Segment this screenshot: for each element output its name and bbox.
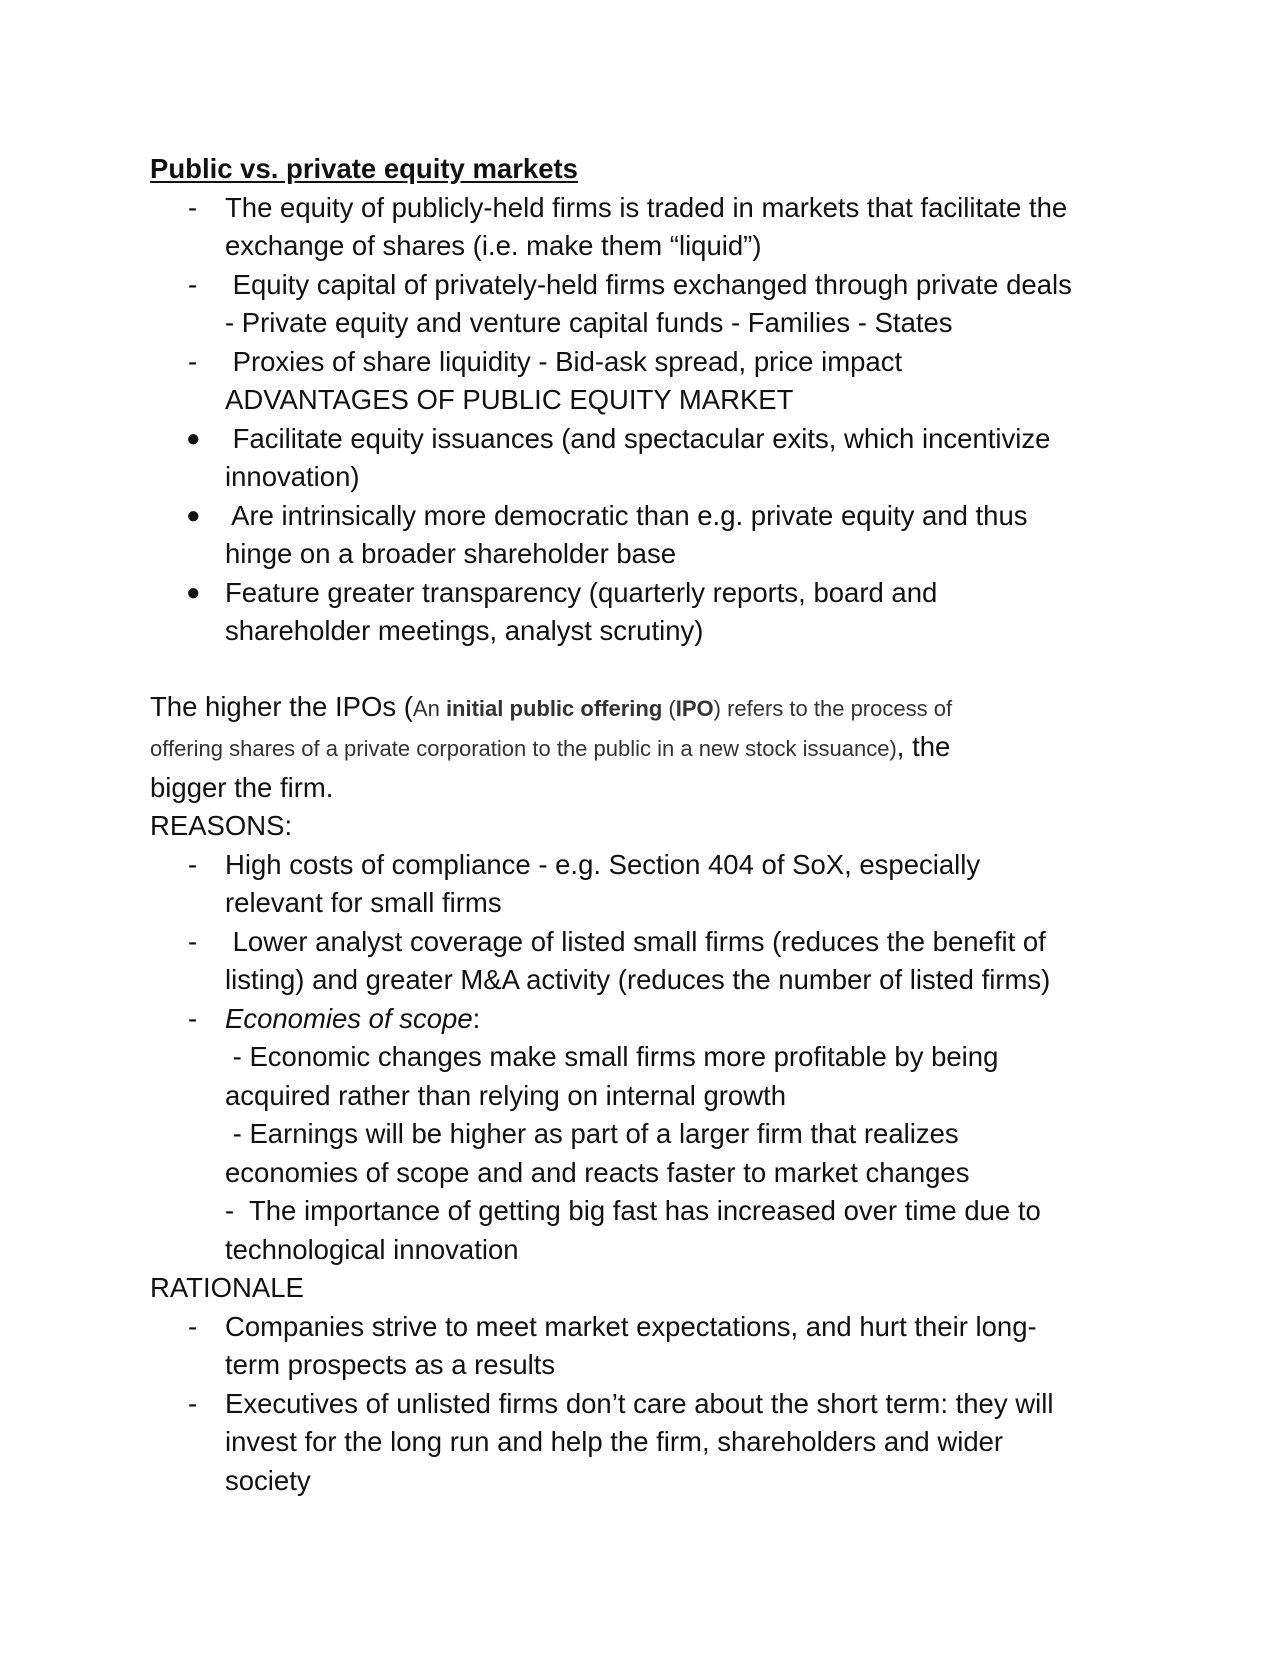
bullet-icon: ● [186,501,201,529]
paragraph-spacer [150,651,1140,688]
dash-marker: - [188,848,198,880]
ipo-paragraph-line [150,688,1140,729]
list-item-text: Companies strive to meet market expectations, and hurt their long- [225,1310,1037,1342]
dash-marker: - [188,1387,198,1419]
list-item-text: exchange of shares (i.e. make them “liquid”) [225,230,762,261]
list-item-text: listing) and greater M&A activity (reduces the number of listed firms) [225,964,1051,995]
list-item-text: Are intrinsically more democratic than e.g. private equity and thus [225,499,1028,531]
list-item-text: relevant for small firms [225,887,502,918]
ipo-definition-text: ) refers to the process of [713,695,953,721]
list-item [150,1000,1140,1270]
section-heading-rationale: RATIONALE [150,1272,304,1303]
scope-sub-item: technological innovation [225,1233,519,1265]
list-item-text: The equity of publicly-held firms is traded in markets that facilitate the [225,191,1068,223]
intro-list [150,189,1140,420]
list-item [150,497,1140,574]
ipo-abbreviation: IPO [675,695,714,721]
list-item [150,1308,1140,1385]
list-item-text: hinge on a broader shareholder base [225,538,677,569]
scope-sub-item: - Earnings will be higher as part of a larger firm that realizes [225,1118,959,1149]
rationale-list [150,1308,1140,1501]
list-item [150,343,1140,420]
list-item-text: Lower analyst coverage of listed small firms (reduces the benefit of [225,925,1046,957]
list-item [150,923,1140,1000]
ipo-intro-text: The higher the IPOs ( [150,690,413,722]
list-item-text: Feature greater transparency (quarterly reports, board and [225,576,938,608]
list-item [150,1385,1140,1501]
list-item-text: Facilitate equity issuances (and spectacular exits, which incentivize [225,422,1051,454]
ipo-definition-text: ( [662,695,676,721]
list-item-text: invest for the long run and help the firm, shareholders and wider [225,1426,1004,1457]
dash-marker: - [188,925,198,957]
list-item [150,420,1140,497]
list-item-text: shareholder meetings, analyst scrutiny) [225,615,704,646]
ipo-definition-text: An [412,695,446,721]
list-item [150,574,1140,651]
list-item-text: Equity capital of privately-held firms exchanged through private deals [225,268,1072,300]
economies-of-scope-label: Economies of scope [225,1002,473,1034]
ipo-paragraph-line [150,728,1140,769]
scope-sub-item: - Economic changes make small firms more profitable by being [225,1041,999,1072]
reasons-list [150,846,1140,1270]
list-item-text: Executives of unlisted firms don’t care about the short term: they will [225,1387,1054,1419]
dash-marker: - [188,268,198,300]
ipo-paragraph-line: bigger the firm. [150,771,334,803]
document-page [150,150,1140,1500]
scope-sub-item: acquired rather than relying on internal growth [225,1079,787,1111]
list-item [150,846,1140,923]
list-item-text: term prospects as a results [225,1349,556,1380]
dash-marker: - [188,191,198,223]
dash-marker: - [188,1310,198,1342]
bullet-icon: ● [186,578,201,606]
list-item-text: - Private equity and venture capital funds - Families - States [225,307,953,338]
list-item-text: Proxies of share liquidity - Bid-ask spread, price impact [225,345,903,377]
dash-marker: - [188,1002,198,1034]
list-item-text: High costs of compliance - e.g. Section 404 of SoX, especially [225,848,981,880]
scope-sub-item: economies of scope and and reacts faster to market changes [225,1156,970,1188]
ipo-term: initial public offering [445,695,663,721]
list-item-text: society [225,1464,311,1496]
page-title: Public vs. private equity markets [150,153,578,184]
list-item-text [225,1000,1140,1039]
list-item-text: innovation) [225,461,360,492]
scope-sub-item: - The importance of getting big fast has increased over time due to [225,1195,1041,1226]
bullet-icon: ● [186,424,201,452]
ipo-paragraph [150,688,1140,808]
ipo-definition-text: offering shares of a private corporation to the public in a new stock issuance) [150,736,897,761]
dash-marker: - [188,345,198,377]
advantages-list [150,420,1140,651]
colon-text: : [472,1002,481,1034]
list-item [150,189,1140,266]
list-item [150,266,1140,343]
section-heading-reasons: REASONS: [150,810,293,841]
section-heading-advantages: ADVANTAGES OF PUBLIC EQUITY MARKET [225,384,794,415]
ipo-paragraph-text: , the [896,731,951,762]
